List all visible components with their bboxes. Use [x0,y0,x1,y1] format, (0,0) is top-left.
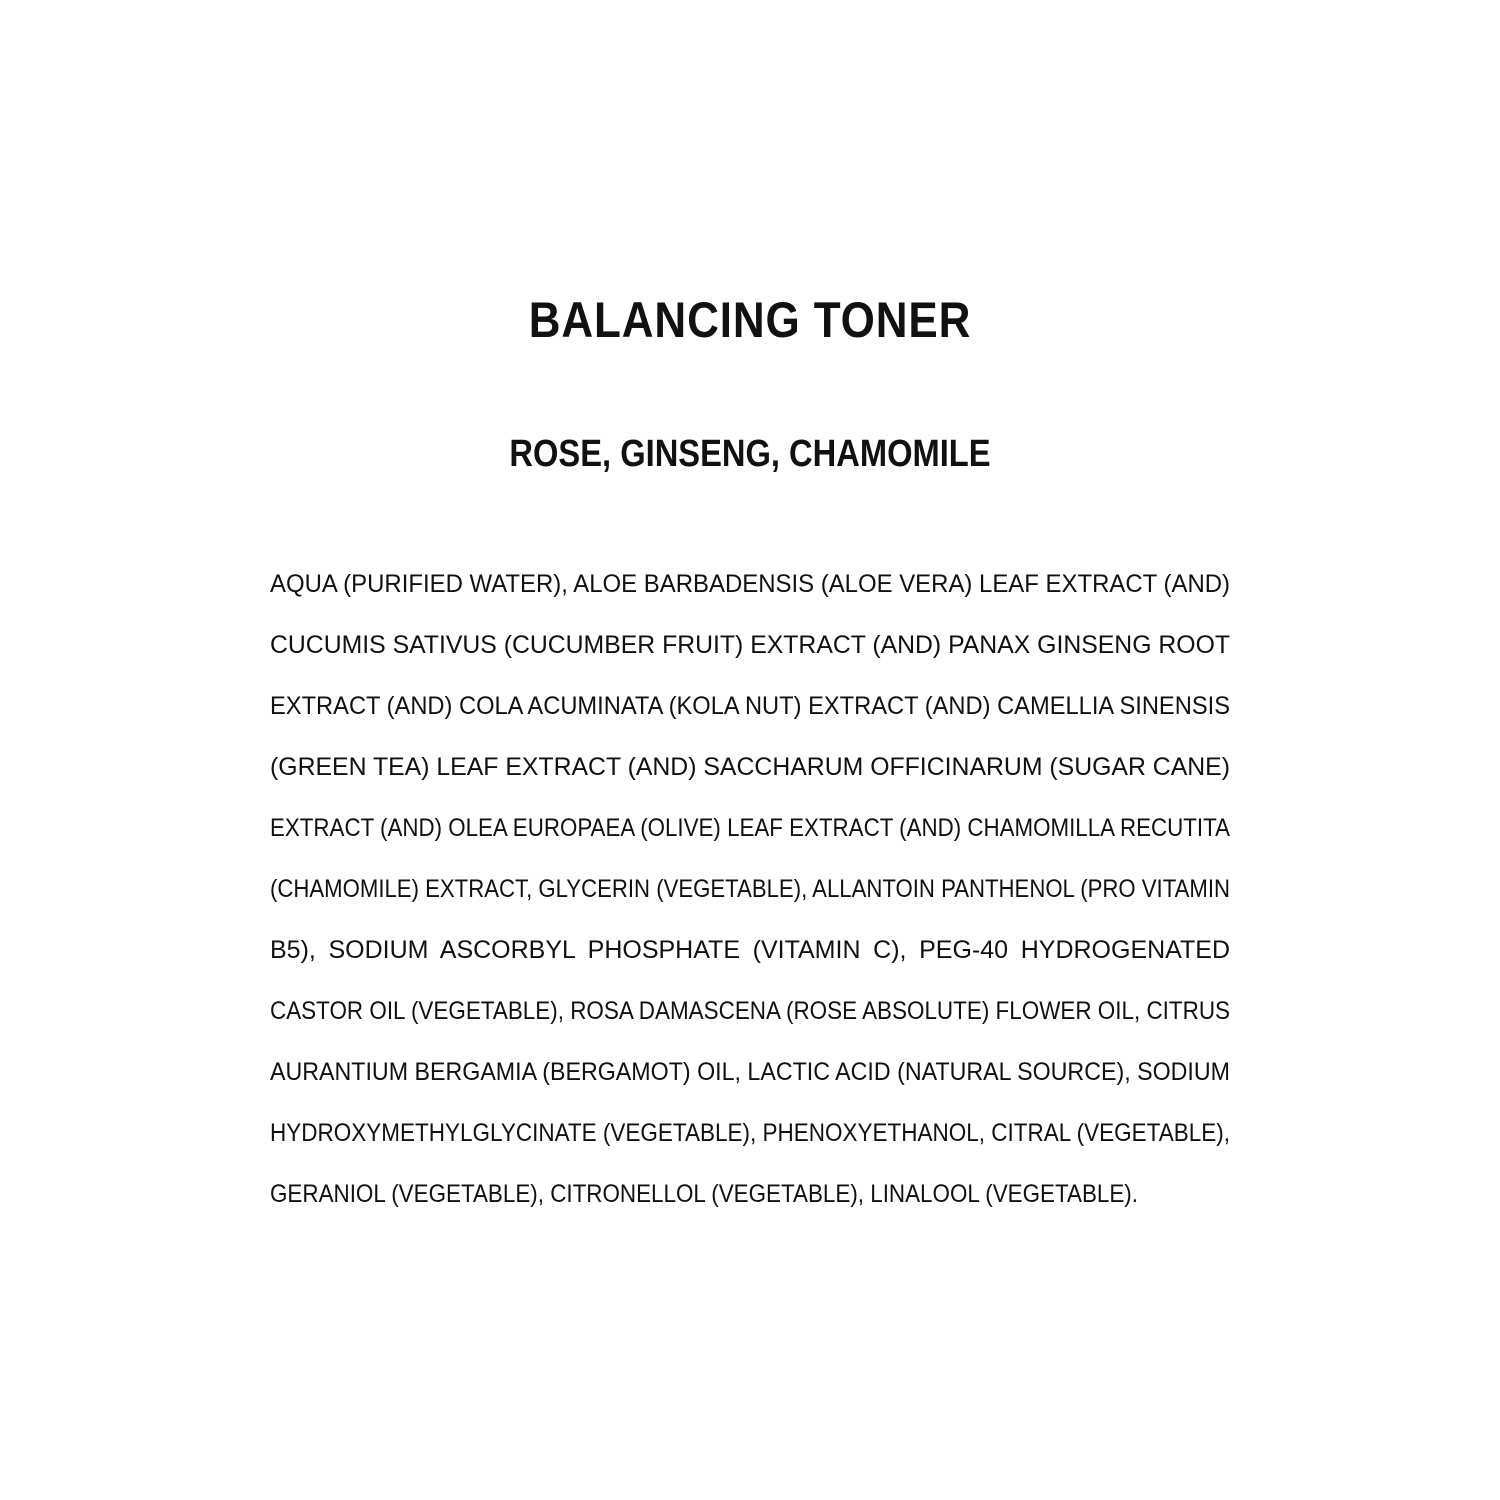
ingredient-line: HYDROXYMETHYLGLYCINATE (VEGETABLE), PHENOXYETHANOL, CITRAL (VEGETABLE), [270,1119,1230,1147]
ingredient-line: AURANTIUM BERGAMIA (BERGAMOT) OIL, LACTIC ACID (NATURAL SOURCE), SODIUM [270,1058,1230,1086]
ingredient-line: (CHAMOMILE) EXTRACT, GLYCERIN (VEGETABLE), ALLANTOIN PANTHENOL (PRO VITAMIN [270,875,1230,903]
ingredient-line: (GREEN TEA) LEAF EXTRACT (AND) SACCHARUM OFFICINARUM (SUGAR CANE) [270,753,1230,781]
ingredient-line-last: GERANIOL (VEGETABLE), CITRONELLOL (VEGETABLE), LINALOOL (VEGETABLE). [270,1180,1138,1208]
ingredient-list [270,564,1230,1235]
product-title: BALANCING TONER [528,292,972,348]
ingredient-line: CUCUMIS SATIVUS (CUCUMBER FRUIT) EXTRACT (AND) PANAX GINSENG ROOT [270,631,1230,659]
ingredient-line: EXTRACT (AND) COLA ACUMINATA (KOLA NUT) EXTRACT (AND) CAMELLIA SINENSIS [270,692,1230,720]
product-subtitle: ROSE, GINSENG, CHAMOMILE [509,433,991,475]
ingredient-line: CASTOR OIL (VEGETABLE), ROSA DAMASCENA (ROSE ABSOLUTE) FLOWER OIL, CITRUS [270,997,1230,1025]
ingredient-line: EXTRACT (AND) OLEA EUROPAEA (OLIVE) LEAF EXTRACT (AND) CHAMOMILLA RECUTITA [270,814,1230,842]
ingredient-line: B5), SODIUM ASCORBYL PHOSPHATE (VITAMIN C), PEG-40 HYDROGENATED [270,936,1230,964]
ingredient-line: AQUA (PURIFIED WATER), ALOE BARBADENSIS (ALOE VERA) LEAF EXTRACT (AND) [270,570,1230,598]
